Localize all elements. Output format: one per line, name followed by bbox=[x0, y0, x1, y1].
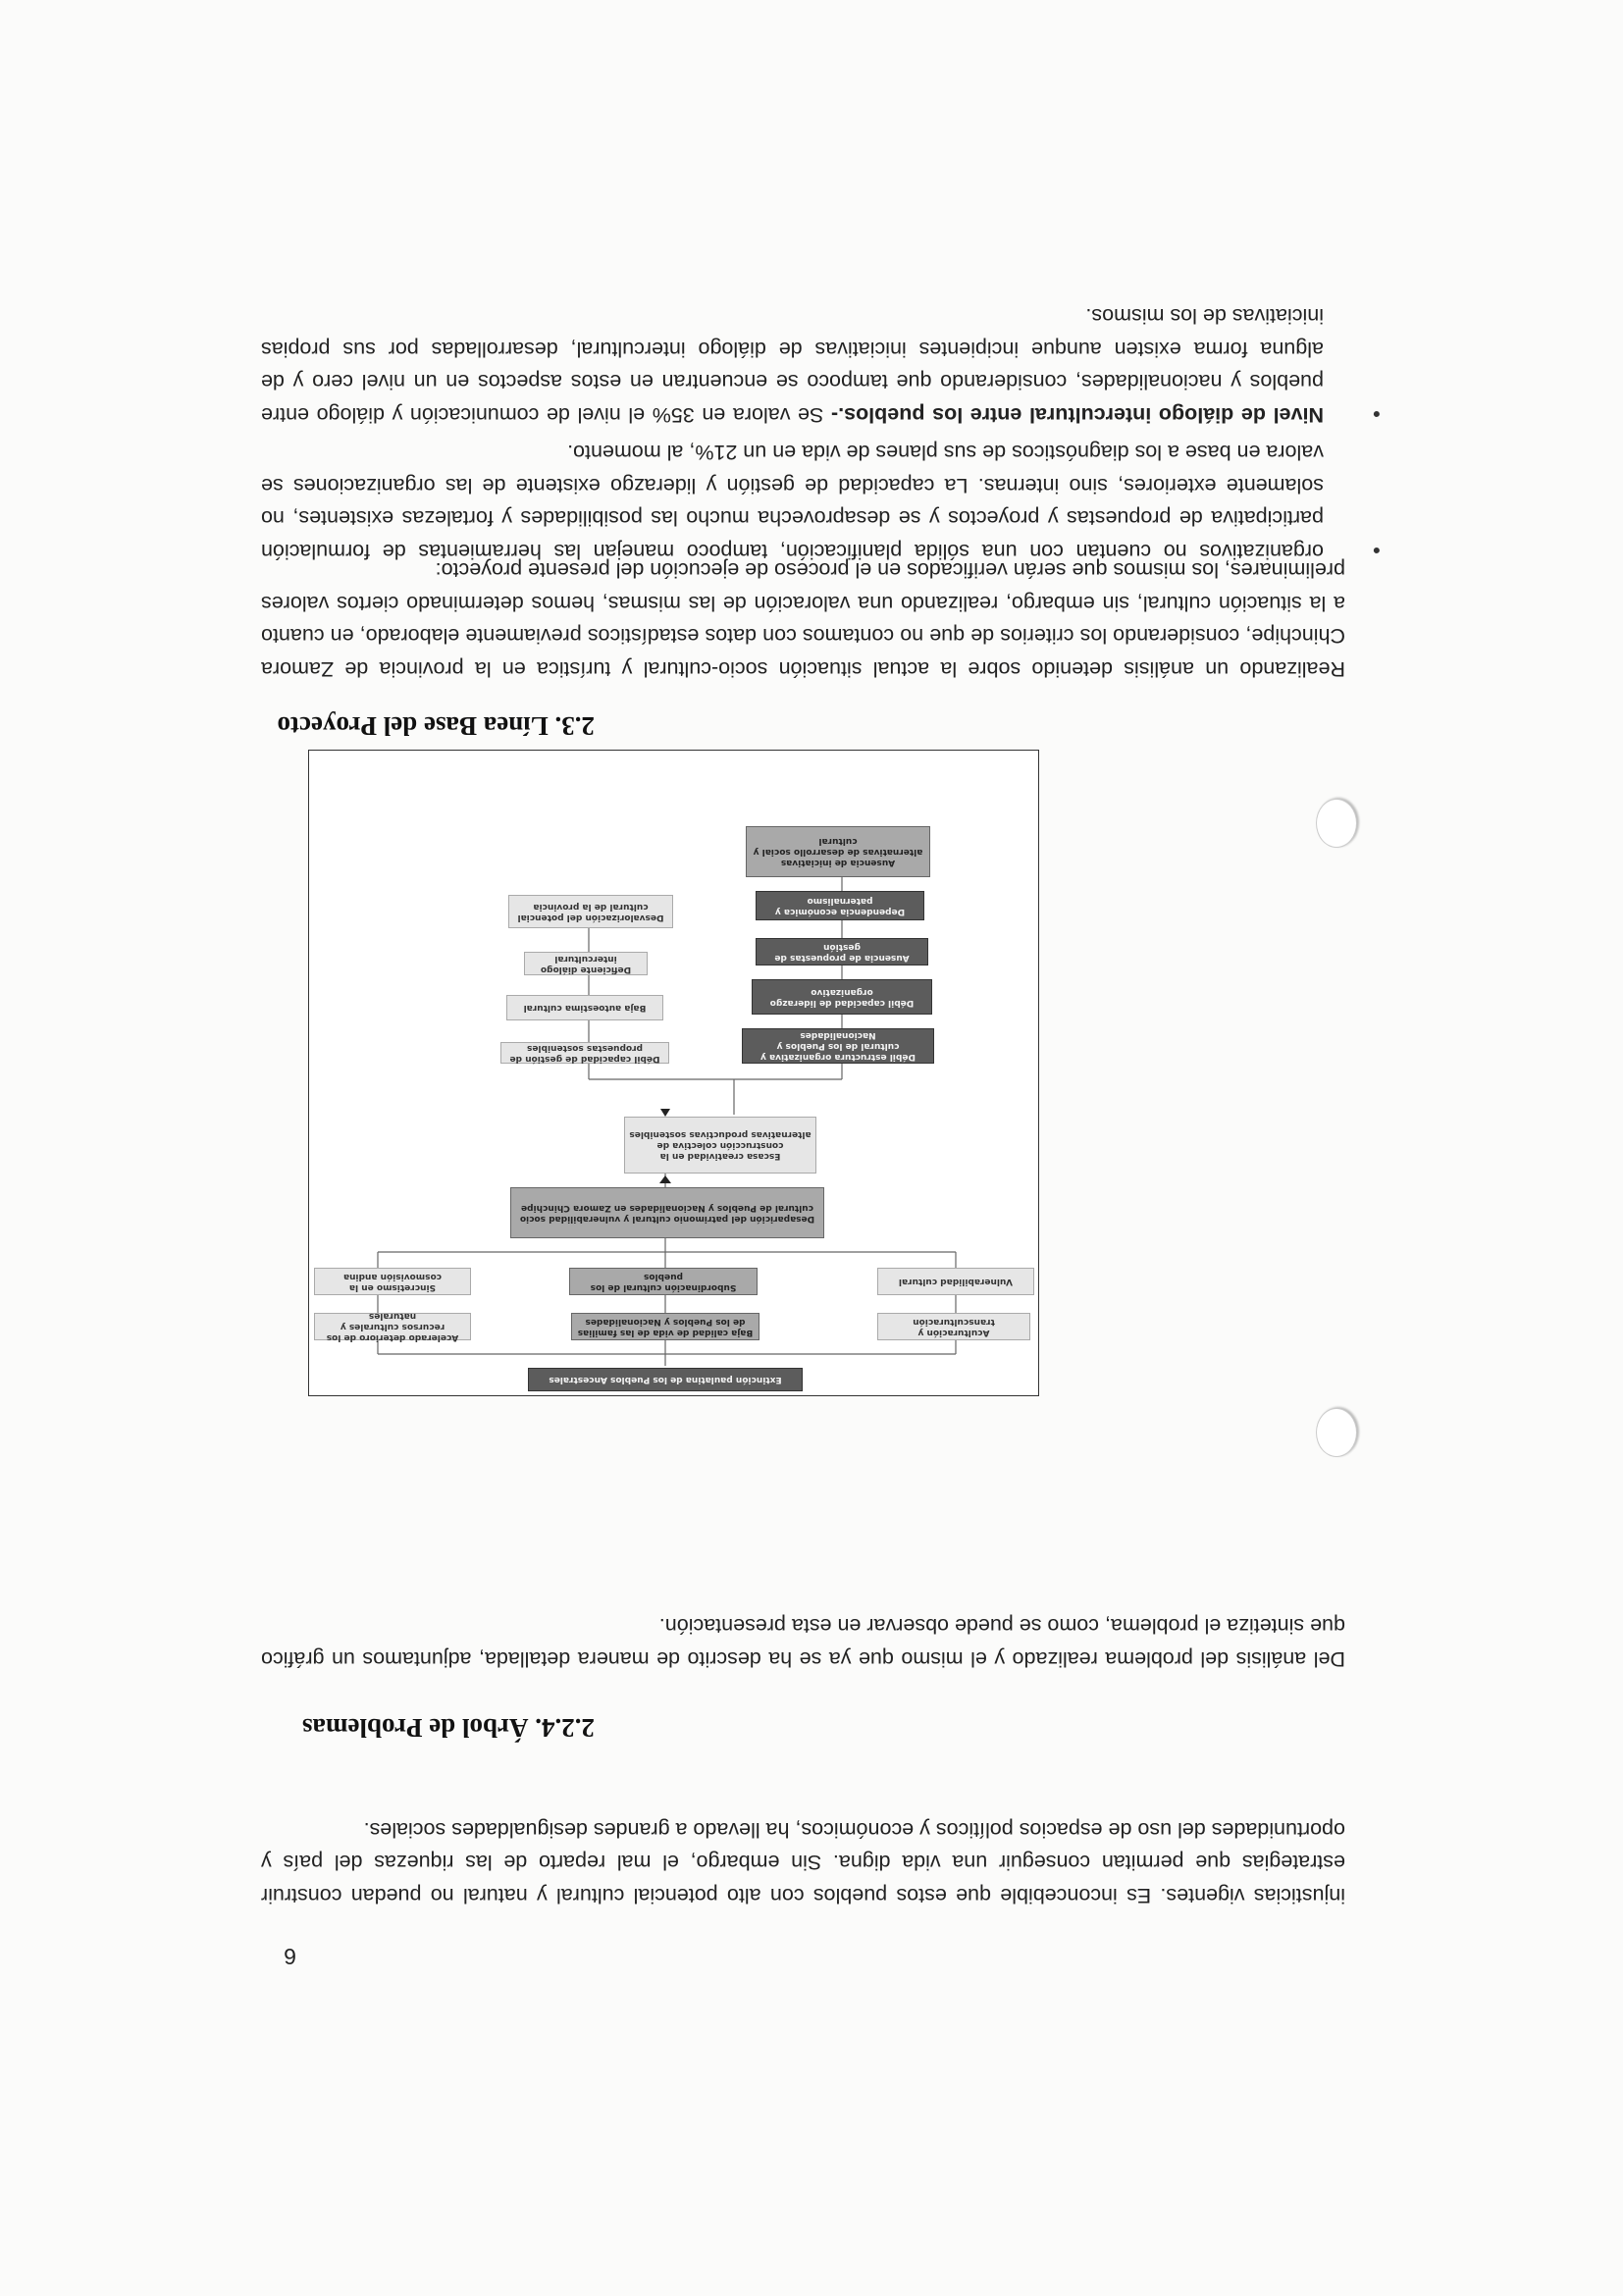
node-cause-left-5: Ausencia de iniciativas alternativas de desarrollo social y cultural bbox=[746, 826, 930, 877]
node-cause-right-2: Baja autoestima cultural bbox=[506, 995, 663, 1020]
node-cause-right-4: Desvalorización del potencial cultural de la provincia bbox=[508, 895, 673, 928]
node-cause-left-1: Débil estructura organizativa y cultural de los Pueblos y Nacionalidades bbox=[742, 1028, 934, 1064]
punch-hole-lower bbox=[1316, 799, 1357, 848]
node-effect-2: Baja calidad de vida de las familias de los Pueblos y Nacionalidades bbox=[571, 1313, 759, 1340]
problem-tree-diagram bbox=[308, 750, 1039, 1396]
heading-linea-base: 2.3. Línea Base del Proyecto bbox=[277, 711, 595, 741]
node-effect-4: Vulnerabilidad cultural bbox=[877, 1268, 1034, 1295]
linea-base-bullet-list bbox=[261, 294, 1345, 567]
node-top-effect: Extinción paulatina de los Pueblos Ancestrales bbox=[528, 1368, 803, 1391]
node-effect-6: Sincretismo en la cosmovisión andina bbox=[314, 1268, 471, 1295]
bullet-dialogo-text: Se valora en 35% el nivel de comunicación y diálogo entre pueblos y nacionalidades, considerando que tampoco se encuentran en estos aspectos en un nivel cero y de alguna forma existen aunque incipientes iniciativas de diálogo intercultural, desarrolladas por sus propias iniciativas de los mismos. bbox=[261, 304, 1324, 427]
node-cause-right-3: Deficiente diálogo intercultural bbox=[524, 952, 648, 975]
node-effect-3: Acelerado deterioro de los recursos culturales y naturales bbox=[314, 1313, 471, 1340]
bullet-dialogo-intercultural bbox=[261, 299, 1345, 431]
punch-hole-upper bbox=[1316, 1408, 1357, 1457]
linea-base-paragraph: Realizando un análisis detenido sobre la actual situación socio-cultural y turística en la provincia de Zamora Chinchipe, considerando los criterios de que no contamos con datos estadísticos previamente elaborado, en cuanto a la situación cultural, sin embargo, realizando una valoración de las mismas, hemos determinado ciertos valores preliminares, los mismos que serán verificados en el proceso de ejecución del presente proyecto: bbox=[261, 558, 1345, 681]
arbol-paragraph: Del análisis del problema realizado y el mismo que ya se ha descrito de manera detallada, adjuntamos un gráfico que sintetiza el problema, como se puede observar en esta presentación. bbox=[261, 1614, 1345, 1671]
node-effect-1: Aculturación y transculturación bbox=[877, 1313, 1030, 1340]
node-cause-left-3: Ausencia de propuestas de gestión bbox=[756, 938, 928, 965]
intro-paragraph: injusticias vigentes. Es inconcebible que estos pueblos con alto potencial cultural y natural no puedan construir estrategias que permitan conseguir una vida digna. Sin embargo, el mal reparto de las riquezas del país y oportunidades del uso de espacios políticos y económicos, ha llevado a grandes desigualdades sociales. bbox=[261, 1818, 1345, 1907]
node-cause-left-2: Débil capacidad de liderazgo organizativo bbox=[752, 979, 932, 1015]
bullet-dialogo-title: Nivel de diálogo intercultural entre los pueblos.- bbox=[830, 403, 1324, 427]
node-cause-left-4: Dependencia económica y paternalismo bbox=[756, 891, 924, 920]
node-effect-5: Subordinación cultural de los pueblos bbox=[569, 1268, 758, 1295]
node-cause-right-1: Débil capacidad de gestión de propuestas sostenibles bbox=[500, 1042, 669, 1064]
page-number: 6 bbox=[284, 1944, 296, 1969]
node-central-problem: Desaparición del patrimonio cultural y vulnerabilidad socio cultural de Pueblos y Nacionalidades en Zamora Chinchipe bbox=[510, 1187, 824, 1238]
node-cause-main: Escasa creatividad en la construcción colectiva de alternativas productivas sostenibles bbox=[624, 1117, 816, 1174]
bullet-organizativos: ● organizativos no cuentan con una sólida planificación, tampoco manejan las herramientas de formulación participativa de propuestas y proyectos y se desaprovecha mucho las posibilidades y fortalezas existentes, no solamente exteriores, sino internas. La capacidad de gestión y liderazgo existente de las organizaciones se valora en base a los diagnósticos de sus planes de vida en un 21%, al momento. bbox=[261, 436, 1345, 567]
heading-arbol-de-problemas: 2.2.4. Árbol de Problemas bbox=[302, 1713, 595, 1743]
